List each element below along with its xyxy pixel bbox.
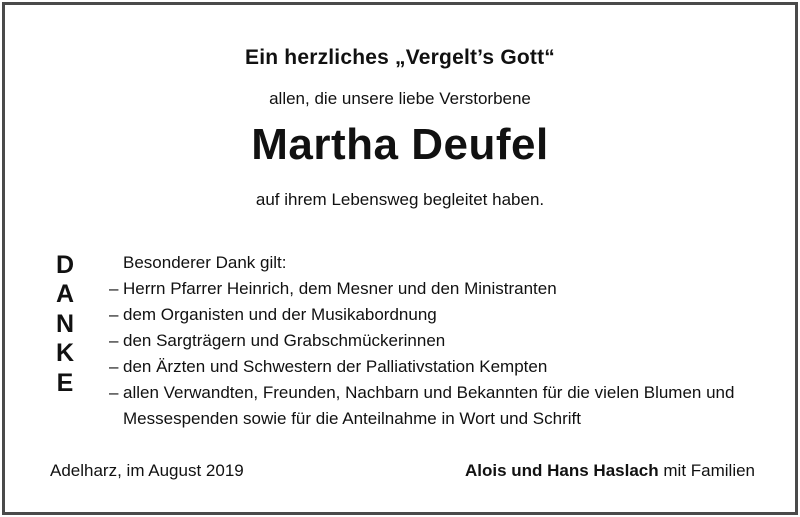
dash: – (109, 305, 119, 324)
danke-letter: N (55, 309, 75, 338)
list-item-text: allen Verwandten, Freunden, Nachbarn und Bekannten für die vielen Blumen und Messespenden sowie für die Anteilnahme in Wort und Schrift (123, 383, 735, 428)
danke-vertical (45, 251, 85, 398)
place-date: Adelharz, im August 2019 (50, 461, 244, 480)
dash: – (109, 357, 119, 376)
signature-suffix: mit Familien (663, 461, 755, 480)
subline: allen, die unsere liebe Verstorbene (269, 89, 531, 108)
list-item (105, 380, 785, 432)
dash: – (109, 331, 119, 350)
list-item (105, 276, 785, 302)
danke-letter: A (55, 280, 75, 309)
heading: Ein herzliches „Vergelt’s Gott“ (244, 46, 555, 69)
dash: – (109, 383, 119, 402)
deceased-name: Martha Deufel (251, 120, 549, 169)
obituary-card (2, 2, 798, 515)
signature-names: Alois und Hans Haslach (464, 461, 659, 480)
list-item-text: Herrn Pfarrer Heinrich, dem Mesner und den Ministranten (123, 279, 557, 298)
danke-letter: K (55, 339, 75, 368)
list-item (105, 328, 785, 354)
signature (465, 461, 755, 481)
list-item (105, 354, 785, 380)
list-item-text: den Sargträgern und Grabschmückerinnen (123, 331, 446, 350)
danke-letter: E (56, 368, 74, 397)
thanks-list (105, 250, 785, 432)
list-item-text: den Ärzten und Schwestern der Palliativstation Kempten (123, 357, 548, 376)
afterline: auf ihrem Lebensweg begleitet haben. (255, 190, 545, 209)
list-item (105, 302, 785, 328)
danke-letter: D (55, 251, 75, 279)
list-item-text: dem Organisten und der Musikabordnung (123, 305, 437, 324)
dash: – (109, 279, 119, 298)
thanks-intro: Besonderer Dank gilt: (123, 253, 287, 272)
